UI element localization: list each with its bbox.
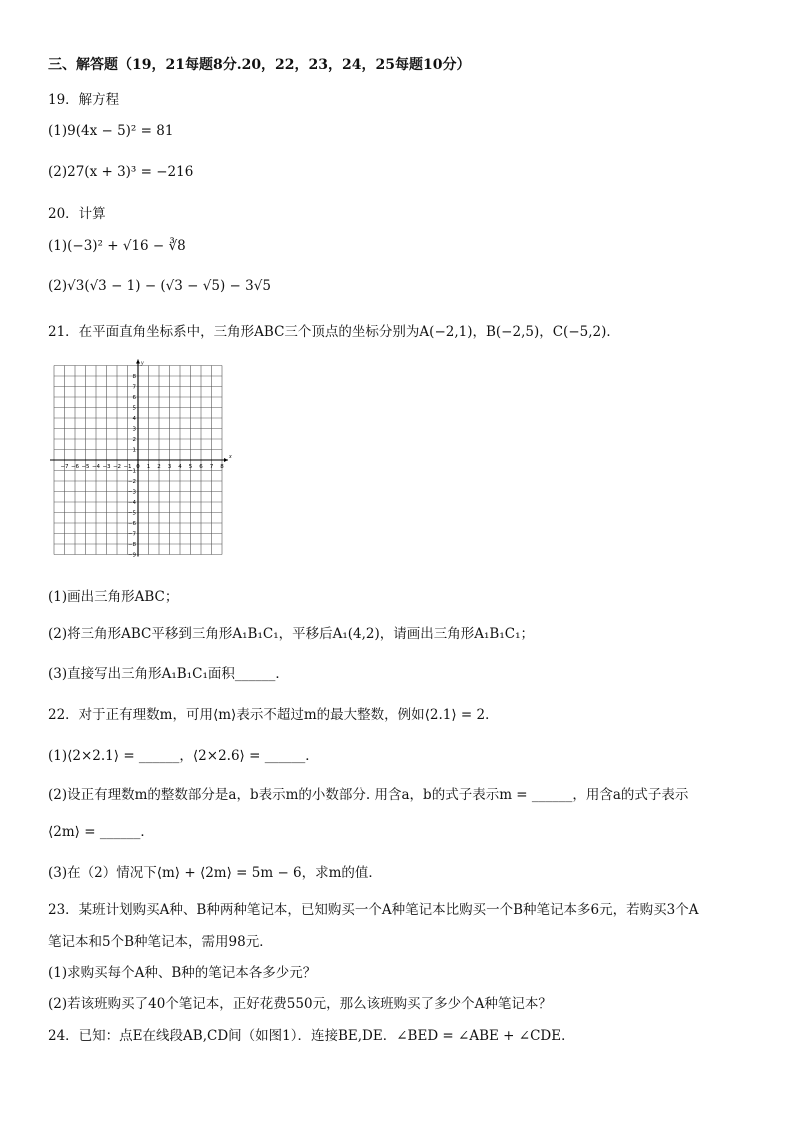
q21-part3: (3)直接写出三角形A₁B₁C₁面积______．	[48, 666, 289, 682]
y-tick-label: 6	[132, 395, 136, 401]
q23-part1: (1)求购买每个A种、B种的笔记本各多少元？	[48, 965, 317, 981]
x-tick-label: 4	[178, 464, 182, 470]
q20-title: 20．计算	[48, 206, 106, 222]
x-tick-label: 2	[157, 464, 161, 470]
q22-part1: (1)⟨2×2.1⟩ = ______，⟨2×2.6⟩ = ______．	[48, 748, 319, 764]
q23-part2: (2)若该班购买了40个笔记本，正好花费550元，那么该班购买了多少个A种笔记本？	[48, 996, 552, 1012]
y-tick-label: −1	[127, 468, 136, 475]
x-axis-arrow	[224, 458, 228, 462]
y-tick-label: 5	[132, 405, 136, 412]
y-tick-label: −9	[127, 552, 136, 559]
q22-part3: (3)在（2）情况下⟨m⟩ + ⟨2m⟩ = 5m − 6，求m的值．	[48, 865, 382, 881]
x-tick-label: −2	[112, 464, 122, 470]
x-tick-label: 7	[209, 464, 214, 470]
x-tick-label: 8	[220, 464, 224, 470]
q21-title: 21．在平面直角坐标系中，三角形ABC三个顶点的坐标分别为A(−2,1)，B(−2,5)，C(−5,2)．	[48, 324, 620, 340]
y-tick-label: −2	[127, 479, 136, 485]
q22-title: 22．对于正有理数m，可用⟨m⟩表示不超过m的最大整数，例如⟨2.1⟩ = 2．	[48, 707, 499, 723]
x-tick-label: 1	[146, 464, 151, 470]
q23-title-a: 23．某班计划购买A种、B种两种笔记本，已知购买一个A种笔记本比购买一个B种笔记本多6元，若购买3个A	[48, 902, 699, 918]
q21-part1: (1)画出三角形ABC；	[48, 589, 179, 605]
section-title: 三、解答题（19，21每题8分.20，22，23，24，25每题10分）	[48, 57, 471, 73]
x-tick-label: −3	[102, 464, 111, 470]
y-tick-label: 8	[132, 374, 136, 380]
y-tick-label: −5	[127, 510, 136, 517]
coordinate-grid	[50, 356, 244, 566]
x-tick-label: 6	[199, 464, 203, 470]
x-tick-label: −5	[81, 464, 90, 470]
y-tick-label: 4	[132, 416, 136, 422]
y-tick-label: −6	[127, 521, 136, 527]
q20-part2: (2)√3(√3 − 1) − (√3 − √5) − 3√5	[48, 278, 271, 294]
y-tick-label: −8	[127, 542, 136, 548]
y-tick-label: 1	[132, 447, 136, 454]
x-tick-label: −4	[91, 464, 101, 470]
x-tick-label: 5	[188, 464, 193, 470]
q23-title-b: 笔记本和5个B种笔记本，需用98元．	[48, 934, 273, 950]
x-axis-label: x	[229, 454, 232, 460]
x-tick-label: 3	[167, 464, 172, 470]
q19-title: 19．解方程	[48, 92, 120, 108]
y-axis-arrow	[136, 360, 140, 364]
q24-title: 24．已知：点E在线段AB,CD间（如图1）．连接BE,DE．∠BED = ∠ABE + ∠CDE．	[48, 1028, 575, 1044]
q22-part2-b: ⟨2m⟩ = ______．	[48, 824, 154, 840]
y-axis-label: y	[141, 360, 144, 367]
y-tick-label: 7	[132, 384, 136, 391]
q20-part1: (1)(−3)² + √16 − ∛8	[48, 238, 186, 254]
y-tick-label: −7	[127, 531, 136, 538]
x-tick-label: −1	[123, 464, 132, 470]
y-tick-label: −4	[127, 500, 136, 506]
x-tick-label: −7	[60, 464, 69, 470]
q19-part1: (1)9(4x − 5)² = 81	[48, 123, 174, 139]
q21-part2: (2)将三角形ABC平移到三角形A₁B₁C₁，平移后A₁(4,2)，请画出三角形A₁B₁C₁；	[48, 626, 535, 642]
x-tick-label: −6	[70, 464, 80, 470]
grid-svg	[50, 356, 244, 566]
q19-part2: (2)27(x + 3)³ = −216	[48, 164, 194, 180]
y-tick-label: −3	[127, 489, 136, 496]
y-tick-label: 2	[132, 437, 136, 443]
x-tick-label: 0	[136, 464, 140, 470]
q22-part2-a: (2)设正有理数m的整数部分是a，b表示m的小数部分. 用含a，b的式子表示m = ______，用含a的式子表示	[48, 787, 689, 803]
y-tick-label: 3	[132, 426, 136, 433]
